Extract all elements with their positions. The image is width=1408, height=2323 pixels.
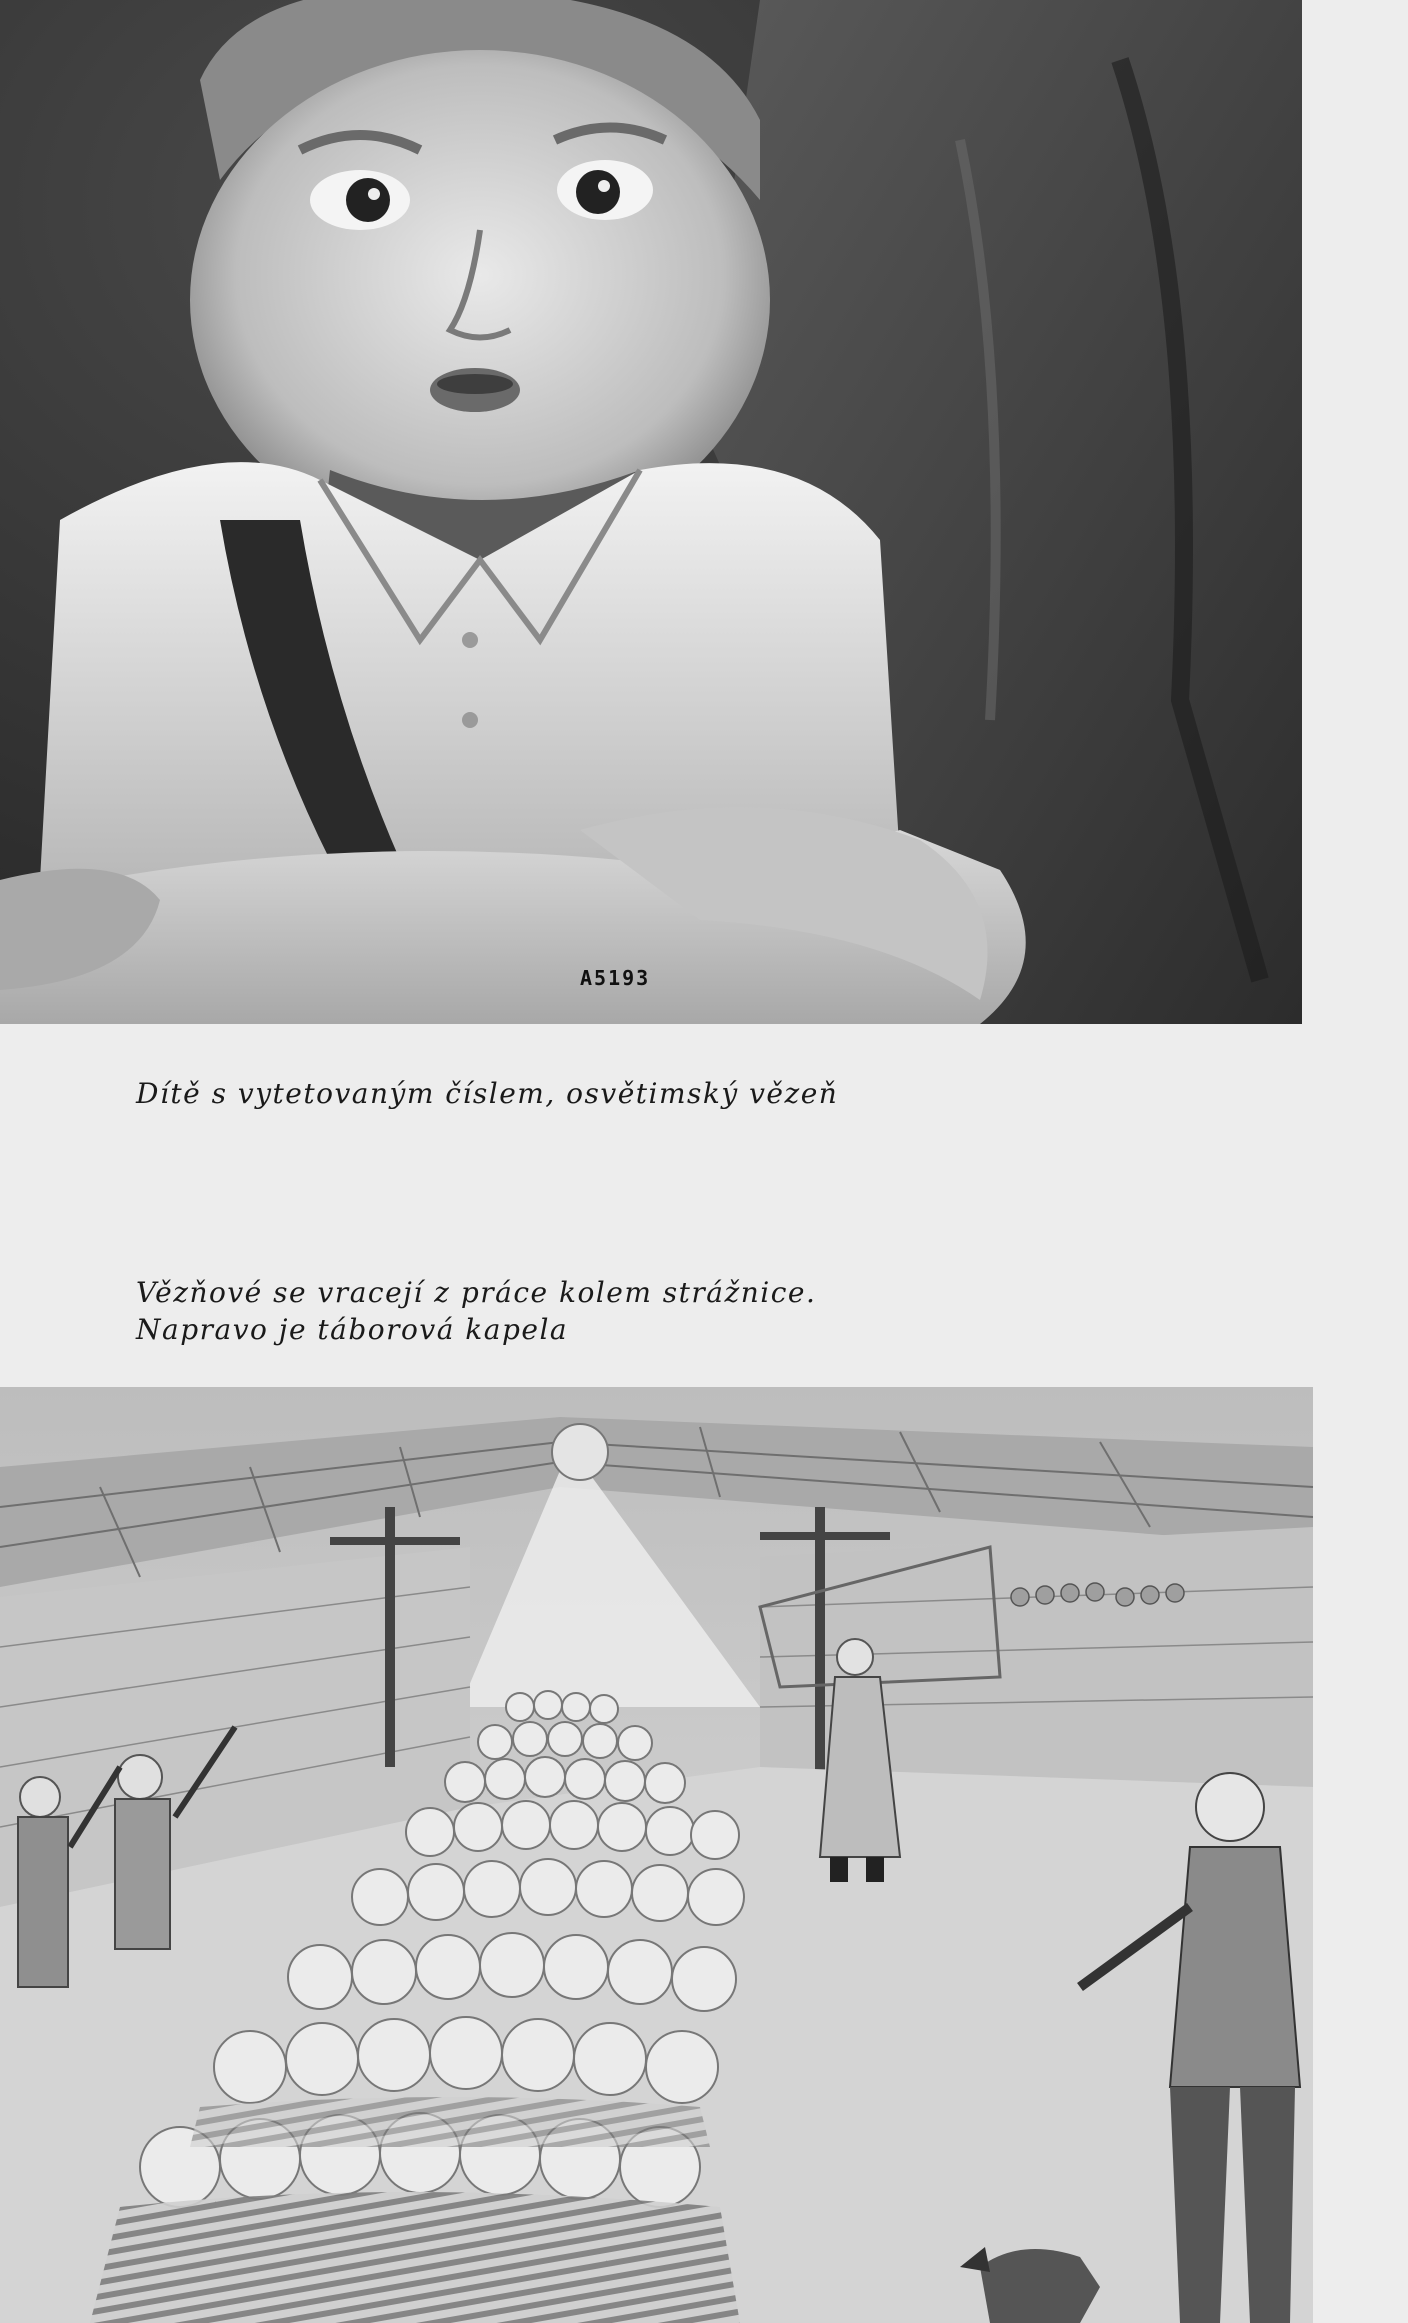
drawing-caption-line-2: Napravo je táborová kapela [136, 1313, 569, 1346]
prisoners-drawing-image [0, 1387, 1313, 2323]
drawing-caption-line-1: Vězňové se vracejí z práce kolem strážnice. [136, 1276, 817, 1309]
child-photo-image [0, 0, 1302, 1024]
tattoo-number: A5193 [580, 966, 651, 990]
photo-caption: Dítě s vytetovaným číslem, osvětimský vězeň [136, 1077, 839, 1110]
child-photograph [0, 0, 1302, 1024]
prisoners-drawing [0, 1387, 1313, 2323]
